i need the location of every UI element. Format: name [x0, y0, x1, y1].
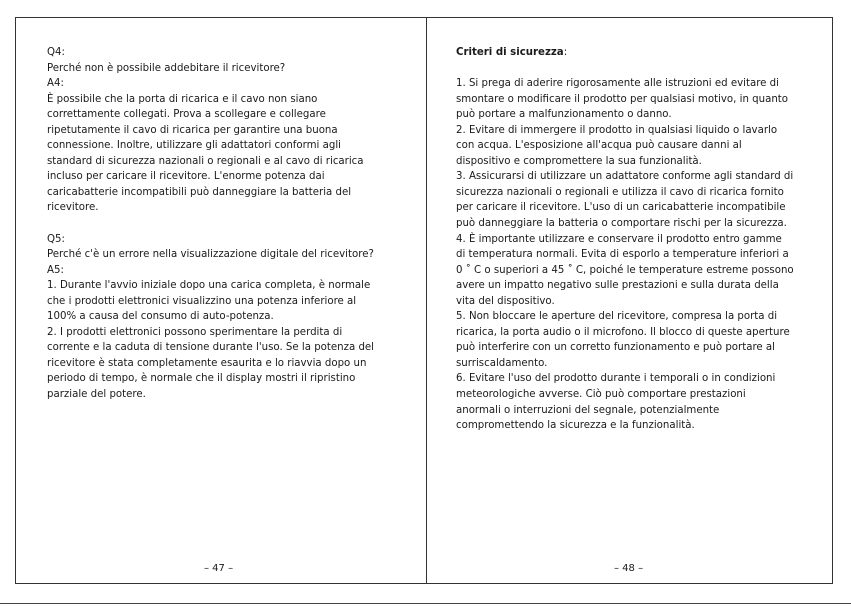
text-line: 1. Durante l'avvio iniziale dopo una carica completa, è normale [47, 280, 371, 292]
text-line: A4: [47, 78, 64, 90]
bottom-rule [0, 603, 851, 604]
text-line: È possibile che la porta di ricarica e il cavo non siano [47, 93, 318, 105]
text-line: ricarica, la porta audio o il microfono. Il blocco di queste aperture [456, 326, 790, 338]
text-line: 5. Non bloccare le aperture del ricevitore, compresa la porta di [456, 311, 778, 323]
faq-text [47, 45, 374, 403]
text-line: 2. Evitare di immergere il prodotto in qualsiasi liquido o lavarlo [456, 124, 778, 136]
text-line: ricevitore. [47, 202, 99, 214]
text-line: incluso per caricare il ricevitore. L'enorme potenza dai [47, 171, 325, 183]
text-line: smontare o modificare il prodotto per qualsiasi motivo, in quanto [456, 93, 789, 105]
text-line: surriscaldamento. [456, 357, 548, 369]
text-line: 4. È importante utilizzare e conservare il prodotto entro gamme [456, 233, 782, 245]
text-line: meteorologiche avverse. Ciò può comportare prestazioni [456, 389, 746, 401]
text-line: standard di sicurezza nazionali o regionali e al cavo di ricarica [47, 155, 364, 167]
text-line: periodo di tempo, è normale che il display mostri il ripristino [47, 373, 356, 385]
safety-text [456, 45, 794, 434]
text-line: avere un impatto negativo sulle prestazioni e sulla durata della [456, 280, 779, 292]
text-line: compromettendo la sicurezza e la funzionalità. [456, 420, 695, 432]
text-line: può danneggiare la batteria o comportare rischi per la sicurezza. [456, 218, 787, 230]
page-48 [427, 18, 834, 583]
text-line: Perché c'è un errore nella visualizzazione digitale del ricevitore? [47, 249, 374, 261]
text-line: con acqua. L'esposizione all'acqua può causare danni al [456, 140, 742, 152]
text-line: 0 ˚ C o superiori a 45 ˚ C, poiché le temperature estreme possono [456, 264, 794, 276]
text-line: Q4: [47, 47, 65, 58]
section-heading-line [456, 45, 794, 61]
heading-colon: : [563, 47, 568, 58]
text-line: vita del dispositivo. [456, 295, 555, 307]
text-line: parziale del potere. [47, 389, 146, 401]
text-line: corrente e la caduta di tensione durante l'uso. Se la potenza del [47, 342, 375, 354]
text-line: 100% a causa del consumo di auto-potenza. [47, 311, 274, 323]
section-heading: Criteri di sicurezza [456, 47, 564, 58]
text-line: 2. I prodotti elettronici possono sperimentare la perdita di [47, 326, 343, 338]
text-line: 6. Evitare l'uso del prodotto durante i temporali o in condizioni [456, 373, 776, 385]
text-line: di temperatura normali. Evita di esporlo a temperature inferiori a [456, 249, 789, 261]
text-line: che i prodotti elettronici visualizzino una potenza inferiore al [47, 295, 357, 307]
text-line: può portare a malfunzionamento o danno. [456, 109, 672, 121]
text-line: Q5: [47, 233, 65, 245]
page-number: – 48 – [614, 563, 644, 574]
text-line: A5: [47, 264, 64, 276]
text-line: 3. Assicurarsi di utilizzare un adattatore conforme agli standard di [456, 171, 794, 183]
text-line: può interferire con un corretto funzionamento e può portare al [456, 342, 775, 354]
paragraph-gap [47, 216, 374, 232]
text-line: dispositivo e compromettere la sua funzionalità. [456, 155, 702, 167]
text-line: sicurezza nazionali o regionali e utilizza il cavo di ricarica fornito [456, 186, 784, 198]
text-line: 1. Si prega di aderire rigorosamente alle istruzioni ed evitare di [456, 78, 779, 90]
text-line: correttamente collegati. Prova a scollegare e collegare [47, 109, 326, 121]
text-line: per caricare il ricevitore. L'uso di un caricabatterie incompatibile [456, 202, 786, 214]
book-spread [15, 17, 833, 584]
text-line: ricevitore è stata completamente esaurita e lo riavvia dopo un [47, 357, 367, 369]
text-line: caricabatterie incompatibili può danneggiare la batteria del [47, 186, 352, 198]
paragraph-gap [456, 61, 794, 77]
text-line: connessione. Inoltre, utilizzare gli adattatori conformi agli [47, 140, 341, 152]
page-47 [16, 18, 426, 583]
text-line: anormali o interruzioni del segnale, potenzialmente [456, 404, 720, 416]
text-line: ripetutamente il cavo di ricarica per garantire una buona [47, 124, 338, 136]
page-number: – 47 – [204, 563, 234, 574]
text-line: Perché non è possibile addebitare il ricevitore? [47, 62, 286, 74]
